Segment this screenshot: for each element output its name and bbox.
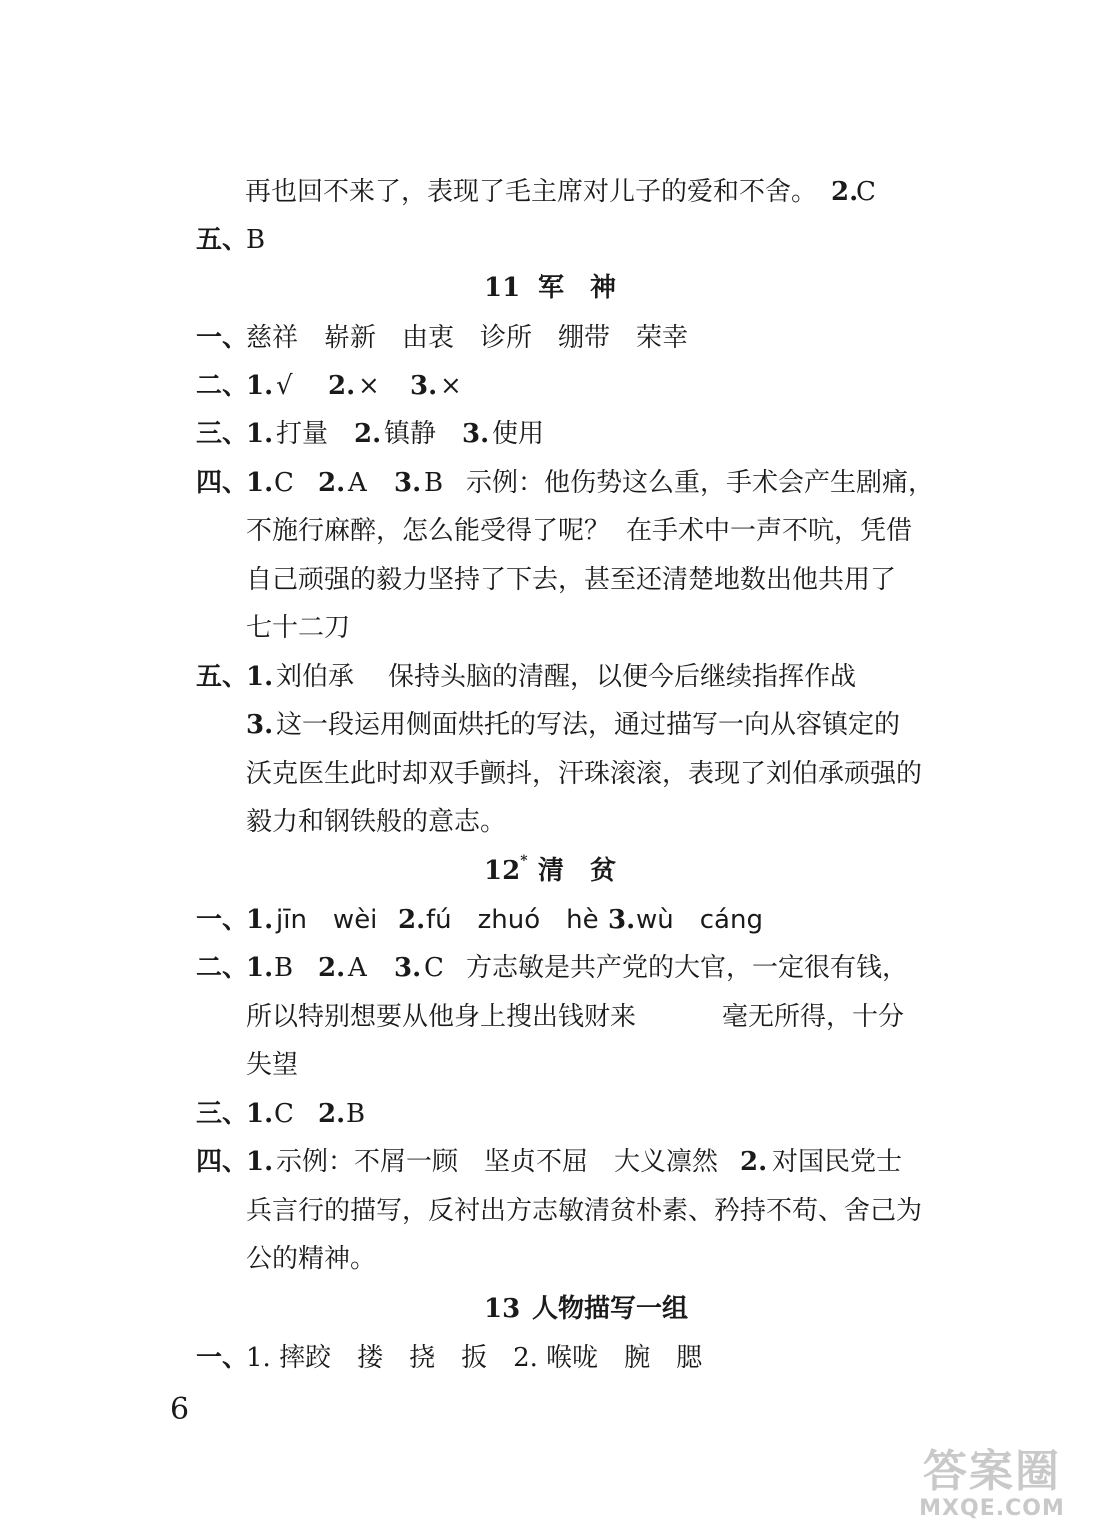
answer-line <box>0 1234 1097 1284</box>
answer-text: 对国民党士 <box>772 1147 903 1177</box>
question-number: 2. <box>318 468 346 498</box>
question-number: 1. <box>246 662 274 692</box>
question-label: 五、 <box>196 662 249 692</box>
section-number-text: 12 <box>484 856 521 886</box>
answer-text: 不施行麻醉，怎么能受得了呢？ <box>246 516 611 546</box>
answer-choice: B <box>346 1099 366 1129</box>
answer-line <box>0 458 1097 508</box>
answer-choice: A <box>348 953 367 983</box>
answer-word: 荣幸 <box>636 323 689 353</box>
answer-text: 这一段运用侧面烘托的写法，通过描写一向从容镇定的 <box>276 710 901 740</box>
question-number: 1. <box>246 1147 274 1177</box>
section-number: 13 <box>484 1294 521 1324</box>
section-heading <box>0 1284 1097 1334</box>
answer-choice: C <box>274 1099 294 1129</box>
answer-word: 打量 <box>276 419 329 449</box>
answer-text: 失望 <box>246 1050 299 1080</box>
answer-line <box>0 506 1097 556</box>
answer-line <box>0 749 1097 799</box>
answer-line <box>0 555 1097 605</box>
answer-text: 再也回不来了，表现了毛主席对儿子的爱和不舍。 <box>245 177 818 207</box>
question-number: 3. <box>394 953 422 983</box>
pinyin-answer: fú zhuó hè <box>426 905 599 935</box>
answer-choice: A <box>348 468 367 498</box>
pinyin-answer: jīn wèi <box>276 905 378 935</box>
section-title: 军 神 <box>538 273 617 303</box>
question-number: 1. <box>246 419 274 449</box>
optional-star-mark: * <box>520 853 528 869</box>
answer-word: 绷带 <box>558 323 611 353</box>
answer-choice: B <box>274 953 294 983</box>
question-number: 3. <box>246 710 274 740</box>
answer-text: 毅力和钢铁般的意志。 <box>246 807 507 837</box>
question-number: 1. <box>246 905 274 935</box>
watermark-en: MXQE.COM <box>919 1496 1065 1521</box>
answer-line <box>0 361 1097 411</box>
question-label: 三、 <box>196 419 249 449</box>
answer-line <box>0 1089 1097 1139</box>
question-number: 2. <box>328 371 356 401</box>
section-title: 清 贫 <box>538 856 617 886</box>
pinyin-answer: wù cáng <box>636 905 763 935</box>
answer-line <box>0 992 1097 1042</box>
page-number: 6 <box>170 1392 190 1427</box>
answer-text: 公的精神。 <box>246 1244 377 1274</box>
section-heading <box>0 846 1097 896</box>
answer-text: 所以特别想要从他身上搜出钱财来 <box>246 1002 637 1032</box>
watermark-cn: 答案圈 <box>923 1446 1061 1497</box>
section-heading <box>0 263 1097 313</box>
question-number: 3. <box>394 468 422 498</box>
answer-text: 示例：他伤势这么重，手术会产生剧痛， <box>466 468 935 498</box>
answer-text: 在手术中一声不吭，凭借 <box>626 516 913 546</box>
answer-text: 自己顽强的毅力坚持了下去，甚至还清楚地数出他共用了 <box>246 565 897 595</box>
answer-line <box>0 943 1097 993</box>
question-label: 一、 <box>196 905 249 935</box>
question-label: 五、 <box>196 225 249 255</box>
question-number: 1. <box>246 371 274 401</box>
question-number: 2. <box>354 419 382 449</box>
question-label: 四、 <box>196 468 249 498</box>
answer-line <box>0 700 1097 750</box>
question-label: 二、 <box>196 953 249 983</box>
answer-text: 保持头脑的清醒，以便今后继续指挥作战 <box>388 662 857 692</box>
answer-text: 方志敏是共产党的大官，一定很有钱， <box>466 953 909 983</box>
answer-mark: √ <box>276 371 293 401</box>
answer-word: 使用 <box>492 419 545 449</box>
section-number <box>484 846 528 896</box>
answer-line <box>0 1040 1097 1090</box>
answer-word: 由衷 <box>402 323 455 353</box>
question-number: 3. <box>608 905 636 935</box>
answer-word: 诊所 <box>480 323 533 353</box>
question-label: 二、 <box>196 371 249 401</box>
answer-choice: C <box>856 177 876 207</box>
answer-text: 沃克医生此时却双手颤抖，汗珠滚滚，表现了刘伯承顽强的 <box>246 759 923 789</box>
answer-line <box>0 797 1097 847</box>
answer-line <box>0 215 1097 265</box>
question-label: 三、 <box>196 1099 249 1129</box>
answer-text: 兵言行的描写，反衬出方志敏清贫朴素、矜持不苟、舍己为 <box>246 1196 923 1226</box>
answer-line <box>0 313 1097 363</box>
answer-line <box>0 1186 1097 1236</box>
answer-text: 七十二刀 <box>246 613 351 643</box>
question-number: 1. <box>246 1099 274 1129</box>
answer-choice: B <box>424 468 444 498</box>
section-number: 11 <box>484 273 521 303</box>
question-number: 2. <box>831 177 859 207</box>
answer-line <box>0 1333 1097 1383</box>
answer-text: 毫无所得，十分 <box>722 1002 905 1032</box>
answer-word: 崭新 <box>324 323 377 353</box>
answer-mark: × <box>358 371 380 401</box>
question-number: 3. <box>462 419 490 449</box>
answer-text: 1. 摔跤 搂 挠 扳 2. 喉咙 腕 腮 <box>246 1343 703 1373</box>
answer-mark: × <box>440 371 462 401</box>
question-number: 1. <box>246 468 274 498</box>
answer-line <box>0 167 1097 217</box>
answer-choice: C <box>424 953 444 983</box>
section-title: 人物描写一组 <box>532 1294 689 1324</box>
question-number: 1. <box>246 953 274 983</box>
answer-word: 慈祥 <box>246 323 299 353</box>
question-label: 四、 <box>196 1147 249 1177</box>
question-label: 一、 <box>196 323 249 353</box>
answer-text: 刘伯承 <box>276 662 355 692</box>
answer-line <box>0 409 1097 459</box>
answer-choice: C <box>274 468 294 498</box>
answer-text: 示例：不屑一顾 坚贞不屈 大义凛然 <box>276 1147 719 1177</box>
answer-word: 镇静 <box>384 419 437 449</box>
watermark-logo <box>897 1448 1087 1528</box>
question-number: 3. <box>410 371 438 401</box>
answer-line <box>0 1137 1097 1187</box>
question-number: 2. <box>318 1099 346 1129</box>
question-number: 2. <box>398 905 426 935</box>
answer-line <box>0 895 1097 945</box>
question-number: 2. <box>740 1147 768 1177</box>
question-label: 一、 <box>196 1343 249 1373</box>
answer-line <box>0 603 1097 653</box>
answer-choice: B <box>246 225 266 255</box>
question-number: 2. <box>318 953 346 983</box>
answer-line <box>0 652 1097 702</box>
